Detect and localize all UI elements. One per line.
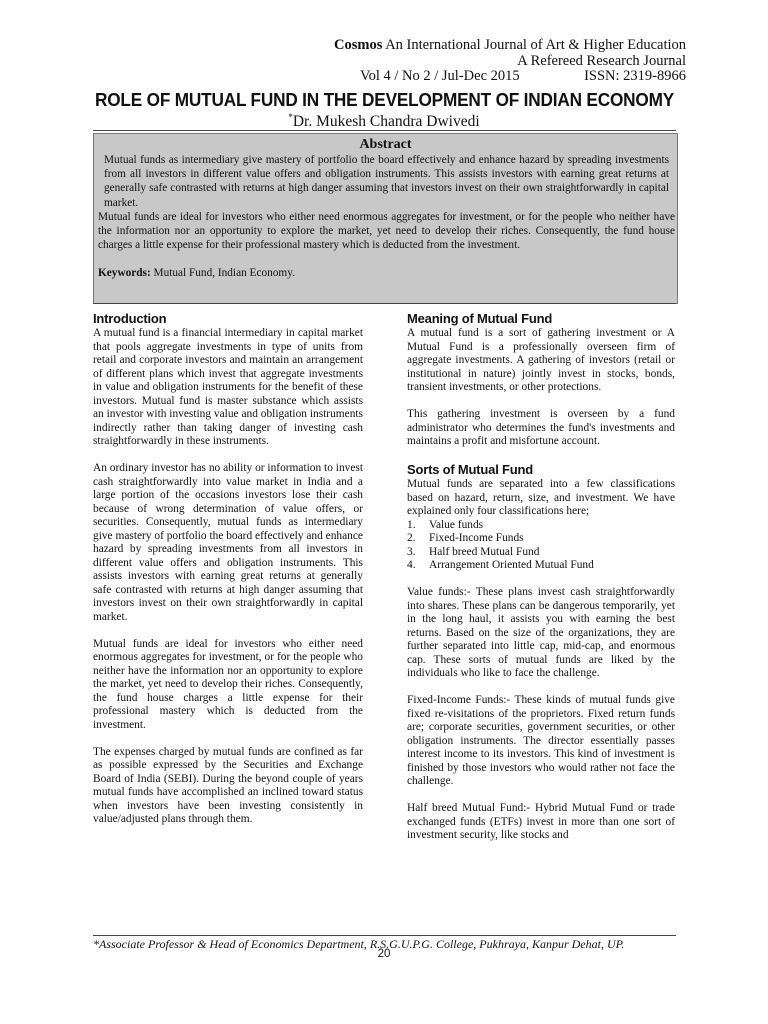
abstract-paragraph-2: Mutual funds are ideal for investors who either need enormous aggregates for investment, or for the people who neither have the information nor an opportunity to explore the market, yet need to develop their riches. Consequently, the fund house charges a little expense for their professional mastery which is deducted from the investment.: [98, 210, 675, 252]
journal-subtitle: An International Journal of Art & Higher Education: [382, 37, 686, 53]
author: [0, 112, 768, 131]
list-item: [407, 519, 675, 533]
footnote: *Associate Professor & Head of Economics Department, R.S.G.U.P.G. College, Pukhraya, Kanpur Dehat, UP.: [93, 937, 625, 951]
paragraph: A mutual fund is a financial intermediary in capital market that pools aggregate investments in type of units from retail and corporate investors and maintain an arrangement of different plans which invest that aggregate investments in value and obligation instruments for the benefit of these investors. Mutual fund is master substance which assists an investor with investing value and obligation instruments indirectly rather than taking danger of investing cash straightforwardly in these instruments.: [93, 327, 363, 447]
title-rule: [93, 130, 676, 131]
right-column: [407, 311, 675, 856]
paragraph: Value funds:- These plans invest cash straightforwardly into shares. These plans can be dangerous temporarily, yet in the long haul, it assists you with earning the best returns. Based on the size of the organizations, they are further separated into little cap, mid-cap, and enormous cap. These sorts of mutual funds are liked by the individuals who like to face the challenge.: [407, 586, 675, 679]
paragraph: A mutual fund is a sort of gathering investment or A Mutual Fund is a professionally overseen firm of aggregate investments. A gathering of investors (retail or institutional in nature) jointly invest in stocks, bonds, transient investments, or other protections.: [407, 327, 675, 393]
abstract-paragraph-1: Mutual funds as intermediary give mastery of portfolio the board effectively and enhance hazard by spreading investments from all investors in different value offers and obligation instruments. This assists investors with earning great returns at generally safe contrasted with returns at high danger assuming that investors invest on their own straightforwardly in capital market.: [104, 154, 669, 209]
list-number: 2.: [407, 532, 416, 544]
paragraph: Half breed Mutual Fund:- Hybrid Mutual Fund or trade exchanged funds (ETFs) invest in more than one sort of investment security, like stocks and: [407, 802, 675, 841]
paper-title: ROLE OF MUTUAL FUND IN THE DEVELOPMENT OF INDIAN ECONOMY: [95, 89, 675, 110]
issue-info: Vol 4 / No 2 / Jul-Dec 2015: [360, 68, 520, 84]
section-heading-meaning: Meaning of Mutual Fund: [407, 311, 553, 326]
paragraph: Fixed-Income Funds:- These kinds of mutual funds give fixed re-visitations of the proprietors. Fixed return funds are; corporate securities, government securities, or other obligation instruments. The director essentially passes interest income to its investors. This kind of investment is finished by those investors who would rather not face the challenge.: [407, 694, 675, 787]
page-number: 20: [377, 948, 391, 960]
list-text: Half breed Mutual Fund: [429, 545, 540, 558]
fund-types-list: [407, 519, 675, 573]
keywords-label: Keywords:: [98, 267, 151, 280]
section-heading-introduction: Introduction: [93, 311, 167, 326]
list-text: Fixed-Income Funds: [429, 532, 524, 544]
paragraph: Mutual funds are ideal for investors who either need enormous aggregates for investment, or for the people who neither have the information nor an opportunity to explore the market, yet need to develop their riches. Consequently, the fund house charges a little expense for their professional mastery which is deducted from the investment.: [93, 637, 363, 731]
author-mark: *: [288, 112, 293, 122]
issn: ISSN: 2319-8966: [584, 68, 686, 84]
paragraph: Mutual funds are separated into a few classifications based on hazard, return, size, and investment. We have explained only four classifications here;: [407, 478, 675, 517]
journal-header-line1: [334, 37, 686, 53]
list-number: 4.: [407, 559, 416, 571]
footnote-rule: [93, 935, 676, 936]
journal-header-line2: A Refereed Research Journal: [517, 53, 686, 69]
left-column: [93, 311, 363, 840]
author-name: Dr. Mukesh Chandra Dwivedi: [292, 113, 480, 131]
abstract-box: [93, 133, 678, 304]
abstract-heading: Abstract: [359, 137, 412, 152]
paragraph: An ordinary investor has no ability or information to invest cash straightforwardly into value market in India and a large portion of the occasions investors lose their cash because of wrong determination of value offers, or securities. Consequently, mutual funds as intermediary give mastery of portfolio the board effectively and enhance hazard by spreading investments from all investors in different value offers and obligation instruments. This assists investors with earning great returns at generally safe contrasted with returns at high danger assuming that investors invest on their own straightforwardly in capital market.: [93, 462, 363, 623]
list-text: Value funds: [429, 518, 484, 531]
list-number: 1.: [407, 518, 416, 531]
list-item: [407, 532, 675, 546]
keywords: [98, 266, 675, 280]
list-item: [407, 559, 675, 573]
list-text: Arrangement Oriented Mutual Fund: [429, 559, 594, 571]
keywords-value: Mutual Fund, Indian Economy.: [150, 267, 295, 280]
journal-name: Cosmos: [334, 37, 383, 53]
abstract-rule: [93, 303, 676, 304]
paragraph: This gathering investment is overseen by a fund administrator who determines the fund's investments and maintains a profit and misfortune account.: [407, 408, 675, 447]
list-item: [407, 546, 675, 560]
paragraph: The expenses charged by mutual funds are confined as far as possible expressed by the Securities and Exchange Board of India (SEBI). During the beyond couple of years mutual funds have accomplished an inclined toward status when investors have been investing consistently in value/adjusted plans through them.: [93, 745, 363, 825]
section-heading-sorts: Sorts of Mutual Fund: [407, 462, 533, 477]
list-number: 3.: [407, 545, 416, 558]
